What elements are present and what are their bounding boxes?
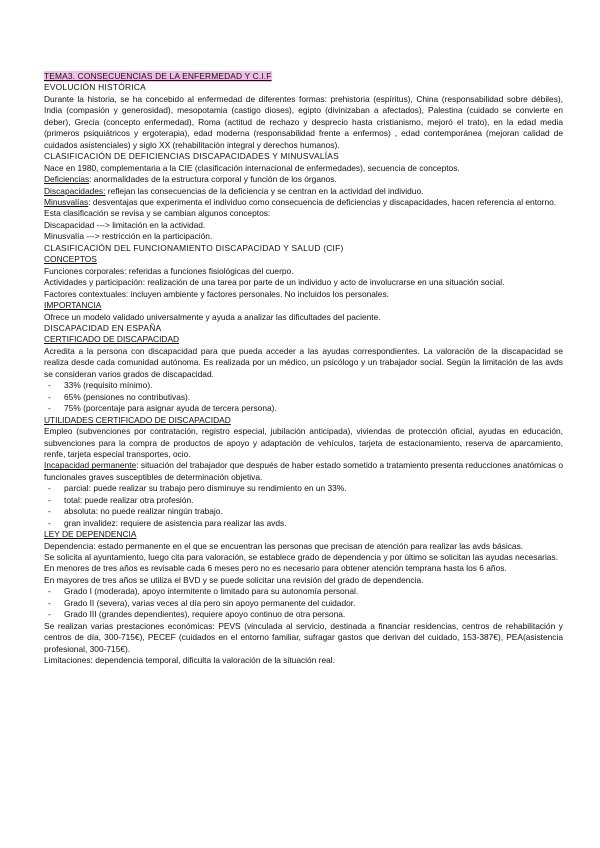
list-item-grado-discapacidad: - 33% (requisito mínimo). bbox=[48, 380, 153, 391]
list-item-incapacidad: - absoluta: no puede realizar ningún trabajo. bbox=[48, 506, 223, 517]
text-discapacidades: reflejan las consecuencias de la deficiencia y se centran en la actividad del individuo. bbox=[105, 185, 424, 196]
paragraph-dependencia-definicion: Dependencia: estado permanente en el que se encuentran las personas que precisan de atención para realizar las avds básicas. bbox=[44, 540, 524, 551]
paragraph-minusvalias bbox=[44, 197, 563, 208]
paragraph-utilidades: Empleo (subvenciones por contratación, registro especial, jubilación anticipada), viviendas de protección oficial, ayudas en educación, subvenciones para la compra de productos de apoyo y adaptación de vehículos, tarjeta de estacionamiento, reserva de aparcamiento, renfe, tarjeta especial transportes, ocio. bbox=[44, 426, 563, 459]
paragraph-clasificacion-intro: Nace en 1980, complementaria a la CIE (clasificación internacional de enfermedades), secuencia de conceptos. bbox=[44, 162, 460, 173]
paragraph-dependencia-solicitud: Se solicita al ayuntamiento, luego cita para valoración, se establece grado de dependencia y por último se solicitan las ayudas necesarias. bbox=[44, 552, 558, 563]
paragraph-discapacidades bbox=[44, 186, 563, 197]
list-item-grado-dependencia: - Grado I (moderada), apoyo intermitente o limitado para su autonomía personal. bbox=[48, 586, 359, 597]
paragraph-revision: Esta clasificación se revisa y se cambian algunos conceptos: bbox=[44, 208, 271, 219]
paragraph-limitaciones: Limitaciones: dependencia temporal, dificulta la valoración de la situación real. bbox=[44, 655, 335, 666]
heading-importancia: IMPORTANCIA bbox=[44, 300, 102, 311]
heading-certificado: CERTIFICADO DE DISCAPACIDAD bbox=[44, 334, 180, 345]
list-item-incapacidad: - parcial: puede realizar su trabajo pero disminuye su rendimiento en un 33%. bbox=[48, 483, 347, 494]
bullet-dash: - bbox=[48, 517, 51, 528]
bullet-dash: - bbox=[48, 494, 51, 505]
term-incapacidad: Incapacidad permanente bbox=[44, 460, 137, 471]
paragraph-certificado: Acredita a la persona con discapacidad para que pueda acceder a las ayudas correspondientes. La valoración de la discapacidad se realiza desde cada comunidad autónoma. Es realizada por un médico, un psicólogo y un trabajador social. Según la limitación de las avds se consideran varios grados de discapacidad. bbox=[44, 345, 563, 379]
list-item-grado-dependencia: - Grado II (severa), varias veces al día pero sin apoyo permanente del cuidador. bbox=[48, 597, 356, 608]
list-item-incapacidad: - gran invalidez: requiere de asistencia para realizar las avds. bbox=[48, 517, 287, 528]
heading-cif: CLASIFICACIÓN DEL FUNCIONAMIENTO DISCAPACIDAD Y SALUD (CIF) bbox=[44, 242, 344, 253]
term-minusvalias: Minusvalías bbox=[44, 196, 89, 207]
heading-evolucion: EVOLUCIÓN HISTÓRICA bbox=[44, 82, 147, 93]
heading-clasificacion: CLASIFICACIÓN DE DEFICIENCIAS DISCAPACIDADES Y MINUSVALÍAS bbox=[44, 151, 339, 162]
paragraph-deficiencias bbox=[44, 174, 563, 185]
bullet-dash: - bbox=[48, 609, 51, 620]
paragraph-incapacidad bbox=[44, 460, 563, 483]
bullet-dash: - bbox=[48, 597, 51, 608]
paragraph-dependencia-mayores: En mayores de tres años se utiliza el BVD y se puede solicitar una revisión del grado de dependencia. bbox=[44, 574, 424, 585]
paragraph-factores: Factores contextuales: incluyen ambiente y factores personales. No incluidos los personales. bbox=[44, 288, 389, 299]
bullet-dash: - bbox=[48, 380, 51, 391]
bullet-dash: - bbox=[48, 586, 51, 597]
list-item-incapacidad: - total: puede realizar otra profesión. bbox=[48, 494, 194, 505]
bullet-dash: - bbox=[48, 483, 51, 494]
heading-espana: DISCAPACIDAD EN ESPAÑA bbox=[44, 322, 162, 333]
paragraph-prestaciones: Se realizan varias prestaciones económicas: PEVS (vinculada al servicio, destinada a financiar residencias, centros de rehabilitación y centros de día, 300-715€), PECEF (cuidados en el entorno familiar, sufragar gastos que derivan del cuidado, 153-387€), PEA(asistencia profesional, 300-715€). bbox=[44, 620, 563, 654]
paragraph-dependencia-menores: En menores de tres años es revisable cada 6 meses pero no es necesario para obtener atención temprana hasta los 6 años. bbox=[44, 563, 507, 574]
document-title: TEMA3. CONSECUENCIAS DE LA ENFERMEDAD Y C.I.F bbox=[44, 71, 272, 81]
paragraph-importancia: Ofrece un modelo validado universalmente y ayuda a analizar las dificultades del paciente. bbox=[44, 311, 381, 322]
bullet-dash: - bbox=[48, 403, 51, 414]
term-discapacidades: Discapacidades: bbox=[44, 185, 106, 196]
paragraph-actividades: Actividades y participación: realización de una tarea por parte de un individuo y acto de involucrarse en una situación social. bbox=[44, 277, 505, 288]
paragraph-funciones: Funciones corporales: referidas a funciones fisiológicas del cuerpo. bbox=[44, 265, 294, 276]
paragraph-evolucion: Durante la historia, se ha concebido al enfermedad de diferentes formas: prehistoria (espíritus), China (responsabilidad sobre débiles), India (compasión y generosidad), mesopotamia (castigo dioses), egipto (divinizaban a afectados), Palestina (cuidado se convierte en deber), Grecia (concepto enfermedad), Roma (actitud de rechazo y desprecio hasta cristianismo, mejoró el trato), en la edad media (primeros psiquiátricos y ergoterapia), edad moderna (responsabilidad frente a enfermos) , edad contemporánea (mejoran calidad de cuidados asistenciales) y siglo XX (rehabilitación integral y derechos humanos). bbox=[44, 93, 563, 150]
heading-utilidades: UTILIDADES CERTIFICADO DE DISCAPACIDAD bbox=[44, 414, 231, 425]
text-deficiencias: : anormalidades de la estructura corporal y función de los órganos. bbox=[89, 174, 337, 185]
paragraph-change-2: Minusvalía ---> restricción en la participación. bbox=[44, 231, 213, 242]
list-item-grado-discapacidad: - 75% (porcentaje para asignar ayuda de tercera persona). bbox=[48, 403, 277, 414]
text-minusvalias: : desventajas que experimenta el individuo como consecuencia de deficiencias y discapacidades, hacen referencia al entorno. bbox=[88, 196, 557, 207]
list-item-grado-dependencia: - Grado III (grandes dependientes), requiere apoyo continuo de otra persona. bbox=[48, 609, 346, 620]
heading-dependencia: LEY DE DEPENDENCIA bbox=[44, 529, 137, 540]
bullet-dash: - bbox=[48, 391, 51, 402]
bullet-dash: - bbox=[48, 506, 51, 517]
paragraph-change-1: Discapacidad ---> limitación en la actividad. bbox=[44, 219, 206, 230]
text-incapacidad: : situación del trabajador que después de haber estado sometido a tratamiento presenta reducciones anatómicas o funcionales graves susceptibles de determinación objetiva. bbox=[44, 460, 563, 482]
heading-conceptos: CONCEPTOS bbox=[44, 254, 97, 265]
list-item-grado-discapacidad: - 65% (pensiones no contributivas). bbox=[48, 391, 191, 402]
term-deficiencias: Deficiencias bbox=[44, 174, 90, 185]
